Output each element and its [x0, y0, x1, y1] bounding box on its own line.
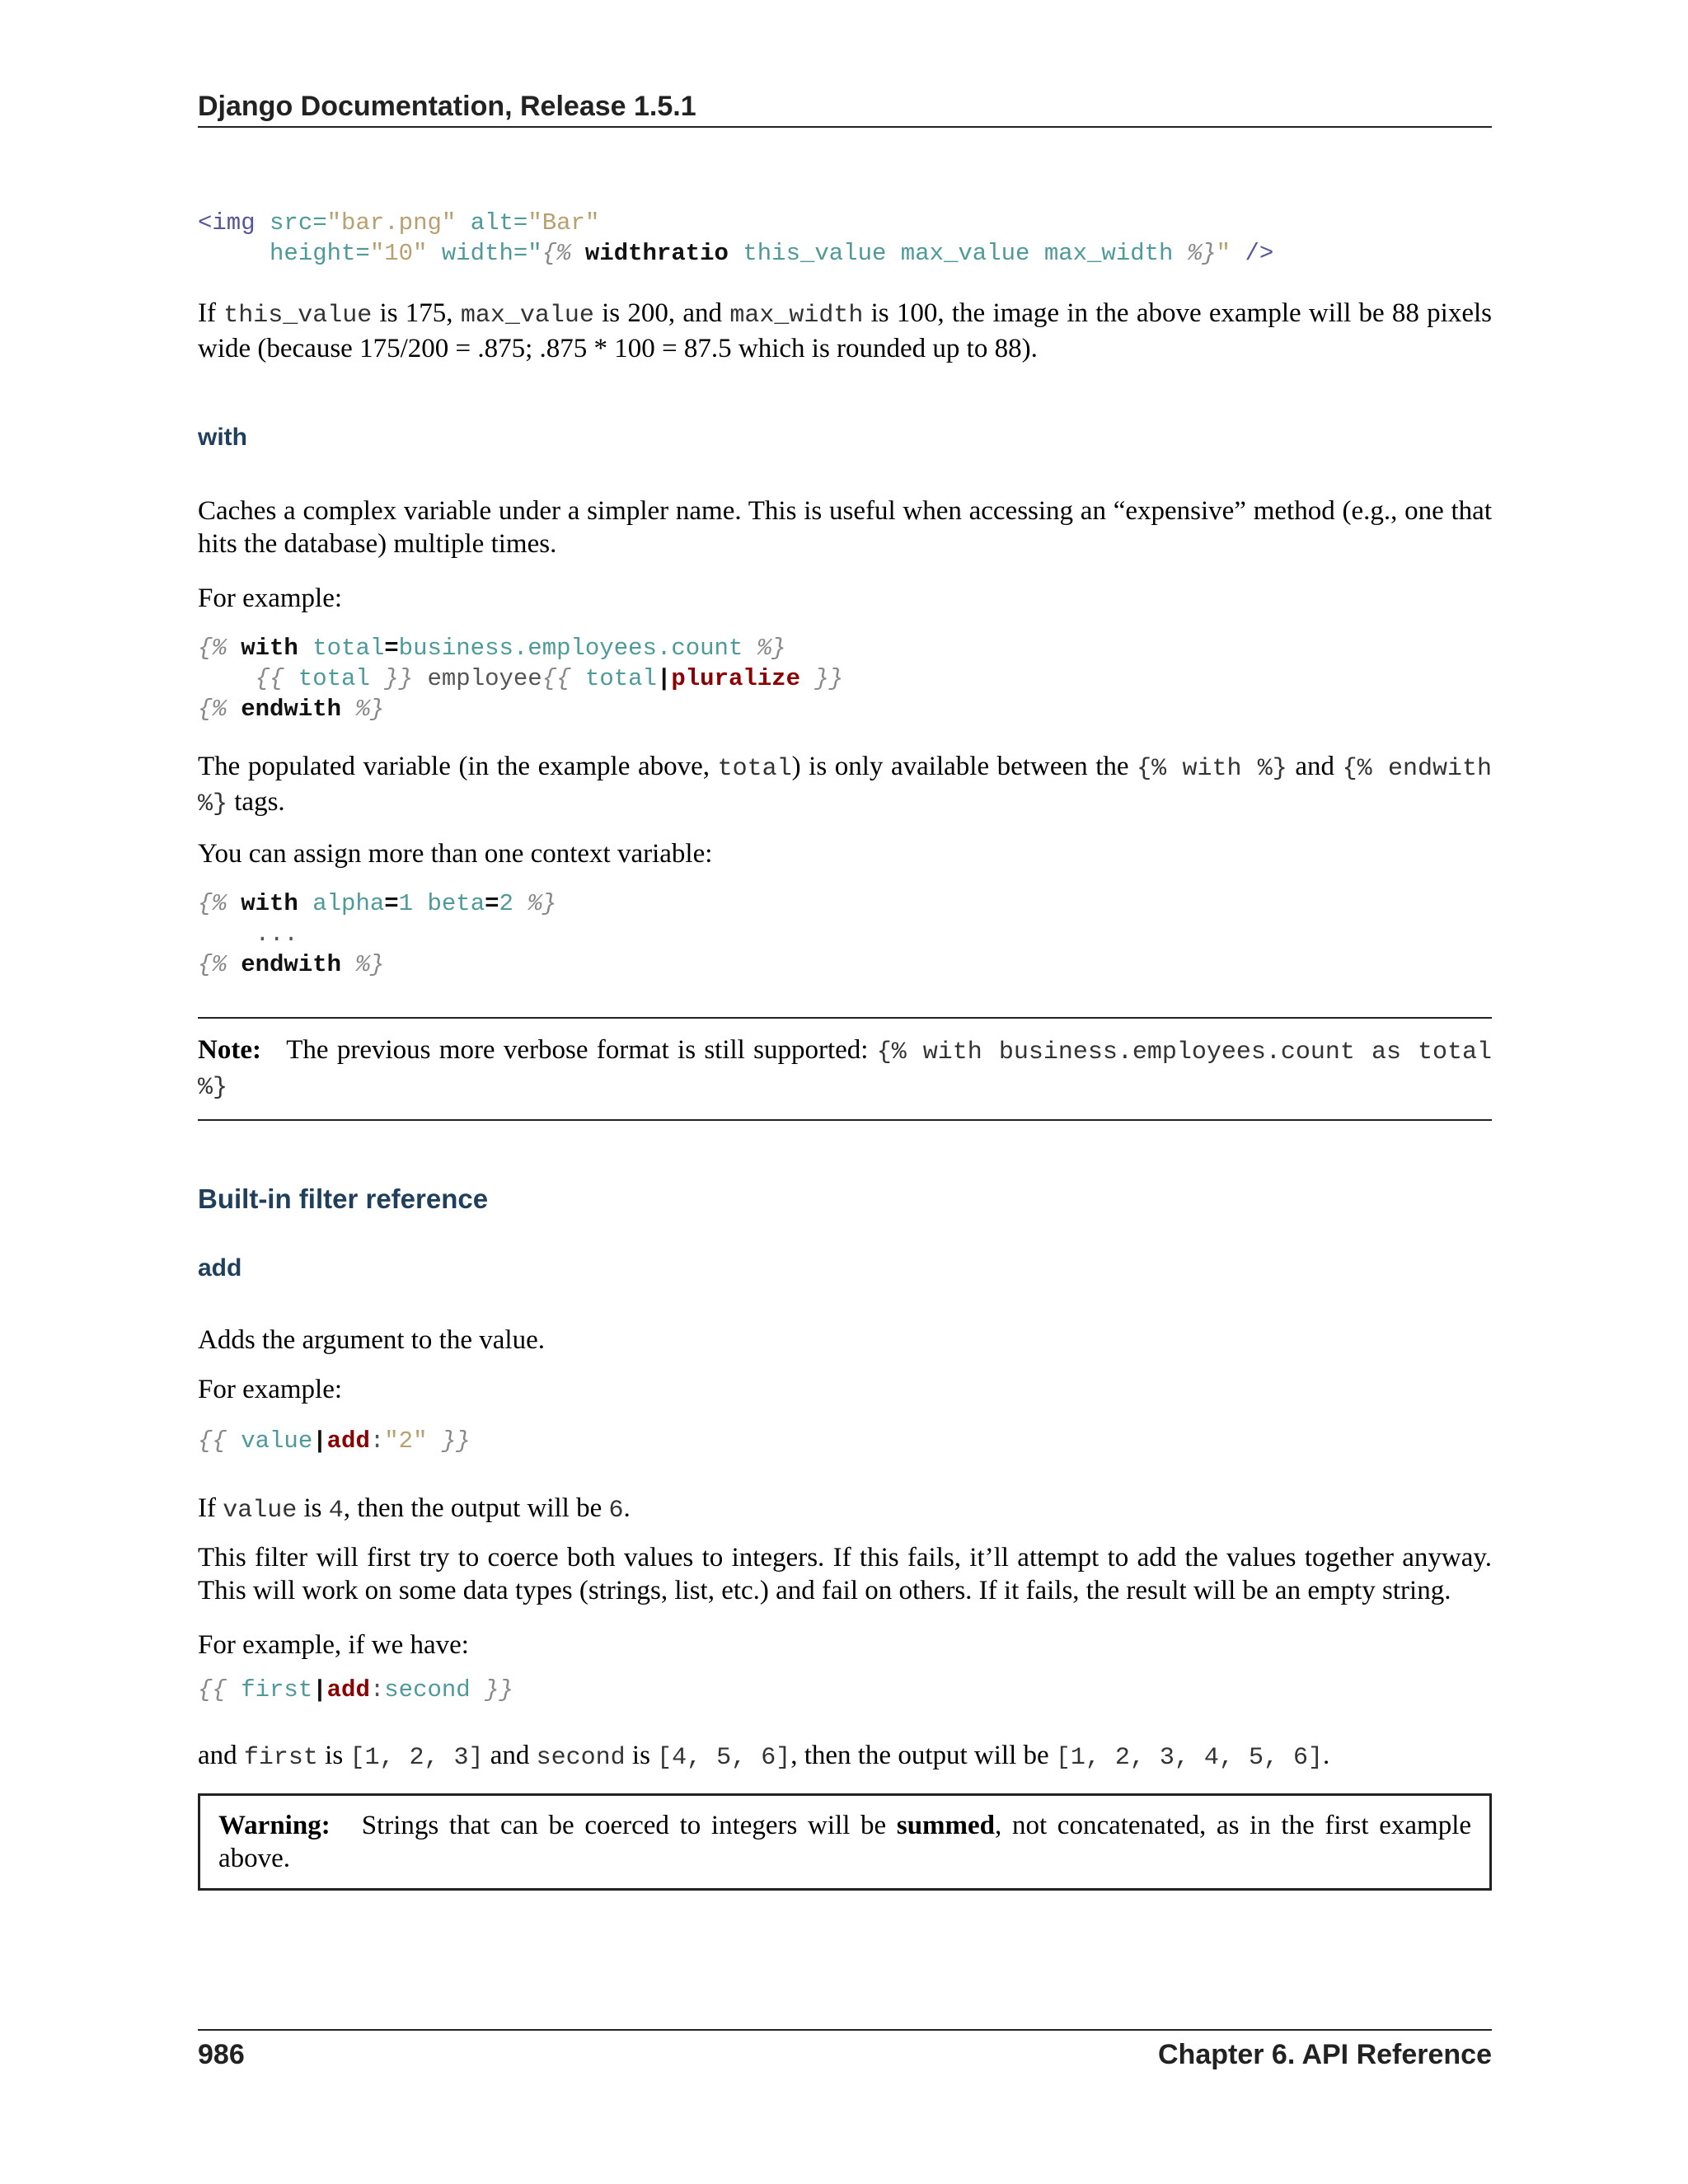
- running-header: Django Documentation, Release 1.5.1: [198, 91, 1492, 128]
- add-heading: add: [198, 1254, 242, 1282]
- warning-box: Warning: Strings that can be coerced to integers will be summed, not concatenated, as in the first example above.: [198, 1793, 1492, 1891]
- note-label: Note:: [198, 1035, 261, 1065]
- add-lists-code-block: {{ first|add:second }}: [198, 1676, 513, 1704]
- built-in-filter-heading: Built-in filter reference: [198, 1183, 489, 1214]
- add-result-text: If value is 4, then the output will be 6.: [198, 1493, 631, 1525]
- with-description: Caches a complex variable under a simpler name. This is useful when accessing an “expensive” method (e.g., one that hits the database) multiple times.: [198, 496, 1492, 559]
- widthratio-code-block: <img src="bar.png" alt="Bar" height="10" width="{% widthratio this_value max_value max_width %}" />: [198, 209, 1274, 267]
- with-heading: with: [198, 424, 247, 451]
- widthratio-explanation: If this_value is 175, max_value is 200, and max_width is 100, the image in the above example will be 88 pixels wide (because 175/200 = .875; .875 * 100 = 87.5 which is rounded up to 88).: [198, 298, 1493, 363]
- add-for-example-label: For example:: [198, 1375, 343, 1404]
- page-number: 986: [198, 2039, 245, 2070]
- warning-label: Warning:: [218, 1811, 331, 1840]
- for-example-have-label: For example, if we have:: [198, 1630, 469, 1660]
- with-code-block: {% with total=business.employees.count %} {{ total }} employee{{ total|pluralize }} {% endwith %}: [198, 635, 844, 723]
- page: [198, 91, 1493, 1873]
- with-multi-code-block: {% with alpha=1 beta=2 %} ... {% endwith %}: [198, 890, 557, 978]
- page-footer: [198, 2029, 1492, 2071]
- lists-result-text: and first is [1, 2, 3] and second is [4, 5, 6], then the output will be [1, 2, 3, 4, 5, 6].: [198, 1741, 1330, 1772]
- chapter-label: Chapter 6. API Reference: [1158, 2039, 1492, 2070]
- populated-variable-text: The populated variable (in the example above, total) is only available between the {% with %} and {% endwith %} tags.: [198, 752, 1492, 818]
- add-description: Adds the argument to the value.: [198, 1325, 545, 1355]
- note-box: Note: The previous more verbose format is still supported: {% with business.employees.count as total %}: [198, 1017, 1492, 1121]
- coerce-text: This filter will first try to coerce both values to integers. If this fails, it’ll attempt to add the values together anyway. This will work on some data types (strings, list, etc.) and fail on others. If it fails, the result will be an empty string.: [198, 1543, 1492, 1605]
- for-example-label: For example:: [198, 583, 343, 613]
- assign-more-text: You can assign more than one context variable:: [198, 839, 713, 869]
- add-code-block: {{ value|add:"2" }}: [198, 1427, 471, 1455]
